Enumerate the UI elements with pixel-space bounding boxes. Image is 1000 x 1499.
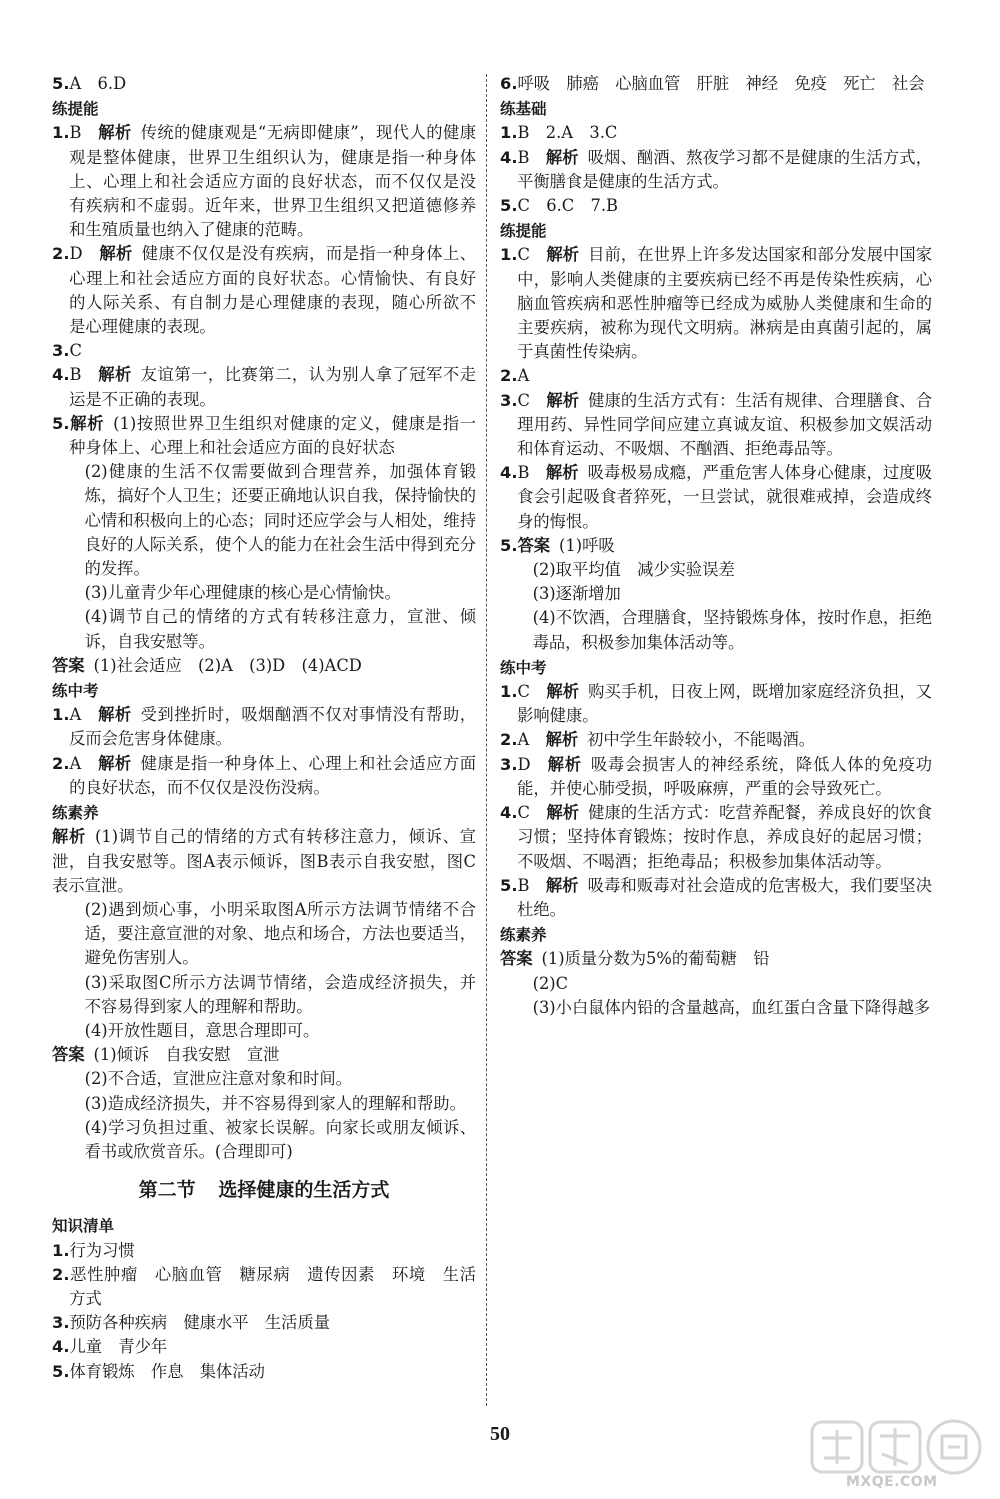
item-text: 体育锻炼 作息 集体活动 bbox=[69, 1361, 265, 1381]
answer-subpart: (4)不饮酒，合理膳食，坚持锻炼身体，按时作息，拒绝毒品，积极参加集体活动等。 bbox=[532, 608, 932, 652]
item-number: 1. bbox=[500, 245, 518, 265]
answer-item bbox=[500, 801, 932, 874]
answer-subpart: (3)儿童青少年心理健康的核心是心情愉快。 bbox=[84, 583, 401, 603]
answer-label: 答案 bbox=[500, 949, 533, 969]
answer-item bbox=[52, 121, 476, 242]
answer-block bbox=[52, 654, 476, 678]
answer-item bbox=[52, 412, 476, 460]
answer-subpart: (2)C bbox=[532, 973, 569, 993]
item-text: 恶性肿瘤 心脑血管 糖尿病 遗传因素 环境 生活方式 bbox=[69, 1264, 476, 1308]
answer-label: 解析 bbox=[52, 827, 87, 847]
item-choice: A bbox=[517, 730, 530, 750]
answer-item bbox=[500, 121, 932, 145]
item-label: 解析 bbox=[97, 753, 132, 773]
item-text: 健康是指一种身体上、心理上和社会适应方面的良好状态，而不仅仅是没伤没病。 bbox=[69, 753, 476, 797]
answer-subpart: (3)采取图C所示方法调节情绪，会造成经济损失，并不容易得到家人的理解和帮助。 bbox=[84, 972, 476, 1016]
item-number: 2. bbox=[500, 366, 518, 386]
answer-item bbox=[52, 242, 476, 339]
item-choice: A bbox=[69, 705, 82, 725]
item-number: 5. bbox=[52, 74, 70, 93]
item-number: 4. bbox=[52, 365, 70, 385]
answer-item bbox=[52, 1311, 476, 1335]
item-text: (1)按照世界卫生组织对健康的定义，健康是指一种身体上、心理上和社会适应方面的良好状态 bbox=[69, 413, 476, 458]
item-number: 5. bbox=[500, 196, 518, 216]
item-number: 5. bbox=[500, 535, 518, 555]
item-label: 解析 bbox=[545, 730, 579, 750]
item-text: 健康的生活方式有：生活有规律、合理膳食、合理用药、异性同学间应建立真诚友谊、积极参加文娱活动和体育运动、不吸烟、不酗酒、拒绝毒品等。 bbox=[517, 390, 932, 459]
item-number: 2. bbox=[52, 244, 70, 264]
answer-item bbox=[500, 534, 932, 558]
section-heading: 练素养 bbox=[500, 926, 547, 945]
answer-item bbox=[500, 243, 932, 364]
item-choice: C bbox=[517, 682, 530, 702]
item-label: 解析 bbox=[546, 245, 580, 265]
answer-item bbox=[52, 1263, 476, 1311]
item-label: 解析 bbox=[546, 803, 580, 823]
answer-block bbox=[52, 825, 476, 898]
item-text: A bbox=[517, 366, 530, 386]
item-number: 5. bbox=[52, 413, 70, 433]
item-text: 吸毒和贩毒对社会造成的危害极大，我们要坚决杜绝。 bbox=[517, 875, 932, 919]
answer-subpart: (2)取平均值 减少实验误差 bbox=[532, 560, 735, 580]
item-text: 友谊第一，比赛第二，认为别人拿了冠军不走运是不正确的表现。 bbox=[69, 365, 476, 409]
answer-item bbox=[52, 1335, 476, 1359]
answer-subpart: (2)健康的生活不仅需要做到合理营养，加强体育锻炼，搞好个人卫生；还要正确地认识自我，保持愉快的心情和积极向上的心态；同时还应学会与人相处，维持良好的人际关系，使个人的能力在社会生活中得到充分的发挥。 bbox=[84, 462, 476, 579]
item-label: 解析 bbox=[546, 754, 582, 774]
answer-item bbox=[500, 194, 932, 218]
answer-item bbox=[500, 72, 932, 96]
item-text: C bbox=[69, 341, 82, 361]
item-label: 解析 bbox=[545, 463, 579, 483]
item-number: 4. bbox=[52, 1337, 70, 1357]
item-number: 2. bbox=[52, 753, 70, 773]
answer-item bbox=[500, 728, 932, 752]
section-heading: 练素养 bbox=[52, 804, 99, 823]
answer-item bbox=[500, 753, 932, 801]
item-text: 呼吸 肺癌 心脑血管 肝脏 神经 免疫 死亡 社会 bbox=[517, 74, 925, 93]
left-column bbox=[52, 72, 476, 1384]
item-label: 解析 bbox=[546, 390, 580, 410]
item-choice: C bbox=[517, 245, 530, 265]
answer-item bbox=[500, 874, 932, 922]
item-text: (1)呼吸 bbox=[559, 535, 615, 555]
item-number: 3. bbox=[500, 390, 518, 410]
item-number: 3. bbox=[500, 754, 518, 774]
section-heading: 练中考 bbox=[500, 658, 547, 677]
item-text: 儿童 青少年 bbox=[69, 1337, 168, 1357]
item-text: 预防各种疾病 健康水平 生活质量 bbox=[69, 1313, 331, 1333]
answer-label: 答案 bbox=[52, 655, 85, 675]
answer-item bbox=[52, 72, 476, 96]
answer-subpart: (4)学习负担过重、被家长误解。向家长或朋友倾诉、看书或欣赏音乐。(合理即可) bbox=[84, 1117, 476, 1161]
item-number: 4. bbox=[500, 463, 518, 483]
item-choice: B bbox=[517, 463, 530, 483]
answer-item bbox=[500, 146, 932, 194]
item-choice: A bbox=[69, 753, 82, 773]
section-title bbox=[52, 1178, 476, 1202]
item-label: 解析 bbox=[69, 413, 105, 433]
item-number: 2. bbox=[500, 730, 518, 750]
item-number: 4. bbox=[500, 147, 518, 167]
answer-item bbox=[52, 363, 476, 411]
answer-text: (1)调节自己的情绪的方式有转移注意力，倾诉、宣泄，自我安慰等。图A表示倾诉，图B表示自我安慰，图C表示宣泄。 bbox=[52, 827, 476, 895]
item-choice: B bbox=[69, 123, 82, 143]
item-number: 1. bbox=[52, 123, 70, 143]
answer-item bbox=[52, 752, 476, 800]
item-number: 1. bbox=[500, 682, 518, 702]
item-choice: B bbox=[517, 875, 530, 895]
item-number: 5. bbox=[500, 875, 518, 895]
item-label: 解析 bbox=[546, 682, 580, 702]
item-text: 健康的生活方式：吃营养配餐，养成良好的饮食习惯；坚持体育锻炼；按时作息，养成良好的起居习惯；不吸烟、不喝酒；拒绝毒品；积极参加集体活动等。 bbox=[517, 803, 932, 871]
item-text: 购买手机，日夜上网，既增加家庭经济负担，又影响健康。 bbox=[517, 682, 932, 726]
answer-text: (1)社会适应 (2)A (3)D (4)ACD bbox=[93, 655, 362, 675]
watermark-url: MXQE.COM bbox=[846, 1474, 938, 1490]
item-text: 传统的健康观是“无病即健康”，现代人的健康观是整体健康，世界卫生组织认为，健康是指一种身体上、心理上和社会适应方面的良好状态，而不仅仅是没有疾病和不虚弱。近年来，世界卫生组织又把道德修养和生殖质量也纳入了健康的范畴。 bbox=[69, 123, 476, 240]
answer-text: (1)质量分数为5%的葡萄糖 铅 bbox=[541, 949, 770, 969]
item-choice: D bbox=[517, 754, 531, 774]
item-text: 健康不仅仅是没有疾病，而是指一种身体上、心理上和社会适应方面的良好状态。心情愉快、有良好的人际关系、有自制力是心理健康的表现，随心所欲不是心理健康的表现。 bbox=[69, 244, 476, 337]
section-heading: 练基础 bbox=[500, 100, 547, 119]
item-choice: C bbox=[517, 390, 530, 410]
item-number: 6. bbox=[500, 74, 518, 93]
item-text: 吸烟、酗酒、熬夜学习都不是健康的生活方式，平衡膳食是健康的生活方式。 bbox=[517, 147, 932, 191]
column-divider bbox=[486, 74, 487, 1406]
answer-text: (1)倾诉 自我安慰 宣泄 bbox=[93, 1045, 280, 1065]
answer-item bbox=[500, 389, 932, 462]
item-label: 答案 bbox=[517, 535, 551, 555]
item-label: 解析 bbox=[545, 875, 579, 895]
item-number: 1. bbox=[52, 1240, 70, 1260]
item-number: 5. bbox=[52, 1361, 70, 1381]
section-heading: 练提能 bbox=[500, 222, 547, 241]
right-column bbox=[500, 72, 932, 1020]
item-text: C 6.C 7.B bbox=[517, 196, 619, 216]
item-number: 1. bbox=[52, 705, 70, 725]
item-text: 受到挫折时，吸烟酗酒不仅对事情没有帮助，反而会危害身体健康。 bbox=[69, 705, 476, 749]
answer-block bbox=[52, 1043, 476, 1067]
answer-item bbox=[500, 680, 932, 728]
answer-subpart: (2)不合适，宣泄应注意对象和时间。 bbox=[84, 1069, 352, 1089]
answer-subpart: (4)开放性题目，意思合理即可。 bbox=[84, 1020, 320, 1040]
answer-subpart: (4)调节自己的情绪的方式有转移注意力，宣泄、倾诉，自我安慰等。 bbox=[84, 607, 476, 651]
item-number: 4. bbox=[500, 803, 518, 823]
item-number: 1. bbox=[500, 123, 518, 143]
item-number: 2. bbox=[52, 1264, 70, 1284]
answer-item bbox=[52, 1239, 476, 1263]
item-text: 行为习惯 bbox=[69, 1240, 135, 1260]
item-text: A 6.D bbox=[69, 74, 127, 93]
item-text: B 2.A 3.C bbox=[517, 123, 618, 143]
item-text: 初中学生年龄较小，不能喝酒。 bbox=[587, 730, 816, 750]
section-heading: 练中考 bbox=[52, 682, 99, 701]
item-text: 目前，在世界上许多发达国家和部分发展中国家中，影响人类健康的主要疾病已经不再是传染性疾病，心脑血管疾病和恶性肿瘤等已经成为威胁人类健康和生命的主要疾病，被称为现代文明病。淋病是由真菌引起的，属于真菌性传染病。 bbox=[517, 245, 932, 362]
item-choice: D bbox=[69, 244, 83, 264]
item-label: 解析 bbox=[98, 244, 133, 264]
item-label: 解析 bbox=[97, 705, 132, 725]
item-text: 吸毒极易成瘾，严重危害人体身心健康，过度吸食会引起吸食者猝死，一旦尝试，就很难戒掉，会造成终身的悔恨。 bbox=[517, 463, 932, 531]
item-label: 解析 bbox=[545, 147, 579, 167]
answer-item bbox=[500, 461, 932, 534]
answer-subpart: (2)遇到烦心事，小明采取图A所示方法调节情绪不合适，要注意宣泄的对象、地点和场合，方法也要适当，避免伤害别人。 bbox=[84, 899, 476, 968]
section-heading: 知识清单 bbox=[52, 1217, 115, 1236]
answer-label: 答案 bbox=[52, 1045, 85, 1065]
answer-item bbox=[500, 364, 932, 388]
answer-item bbox=[52, 339, 476, 363]
section-heading: 练提能 bbox=[52, 100, 99, 119]
item-choice: B bbox=[69, 365, 82, 385]
answer-item bbox=[52, 703, 476, 751]
section-name: 选择健康的生活方式 bbox=[218, 1179, 390, 1202]
item-choice: B bbox=[517, 147, 530, 167]
item-choice: C bbox=[517, 803, 530, 823]
answer-subpart: (3)小白鼠体内铅的含量越高，血红蛋白含量下降得越多 bbox=[532, 997, 931, 1017]
item-label: 解析 bbox=[97, 365, 132, 385]
section-number: 第二节 bbox=[138, 1179, 196, 1202]
item-label: 解析 bbox=[97, 123, 132, 143]
item-number: 3. bbox=[52, 1313, 70, 1333]
page-number: 50 bbox=[490, 1423, 510, 1445]
answer-item bbox=[52, 1360, 476, 1384]
answer-subpart: (3)逐渐增加 bbox=[532, 584, 621, 604]
item-text: 吸毒会损害人的神经系统，降低人体的免疫功能，并使心肺受损，呼吸麻痹，严重的会导致死亡。 bbox=[517, 754, 932, 798]
answer-block bbox=[500, 947, 932, 971]
item-number: 3. bbox=[52, 341, 70, 361]
answer-subpart: (3)造成经济损失，并不容易得到家人的理解和帮助。 bbox=[84, 1093, 466, 1113]
